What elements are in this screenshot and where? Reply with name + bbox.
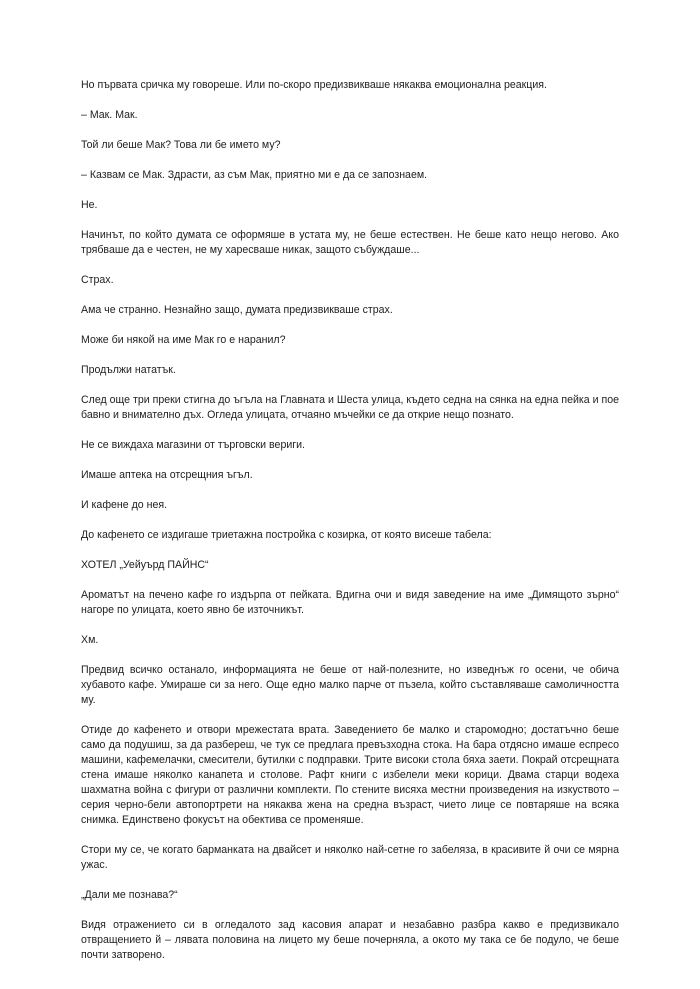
paragraph-12: Не се виждаха магазини от търговски вериги. — [81, 439, 305, 451]
paragraph-14: И кафене до нея. — [81, 499, 168, 511]
paragraph-22: „Дали ме познава?“ — [81, 889, 178, 901]
paragraph-18: Хм. — [81, 634, 99, 646]
paragraph-11: След още три преки стигна до ъгъла на Главната и Шеста улица, където седна на сянка на една пейка и пое бавно и внимателно дъх. Огледа улицата, отчаяно мъчейки се да открие нещо познато. — [81, 394, 619, 421]
paragraph-7: Страх. — [81, 274, 114, 286]
paragraph-1: Но първата сричка му говореше. Или по-скоро предизвикваше някаква емоционална реакция. — [81, 79, 547, 91]
paragraph-16: ХОТЕЛ „Уейуърд ПАЙНС“ — [81, 559, 209, 571]
paragraph-8: Ама че странно. Незнайно защо, думата предизвикваше страх. — [81, 304, 393, 316]
paragraph-9: Може би някой на име Мак го е наранил? — [81, 334, 286, 346]
paragraph-20: Отиде до кафенето и отвори мрежестата врата. Заведението бе малко и старомодно; достатъчно беше само да подушиш, за да разбереш, че тук се предлага превъзходна стока. На бара отдясно имаше еспресо машини, кафемелачки, смесители, бутилки с подправки. Трите високи стола бяха заети. Покрай отсрещната стена имаше няколко канапета и столове. Рафт книги с избелели меки корици. Двама старци водеха шахматна война с фигури от различни комплекти. По стените висяха местни произведения на изкуството – серия черно-бели автопортрети на някаква жена на средна възраст, чието лице се повтаряше на всяка снимка. Единствено фокусът на обектива се променяше. — [81, 724, 619, 826]
paragraph-15: До кафенето се издигаше триетажна постройка с козирка, от която висеше табела: — [81, 529, 492, 541]
paragraph-19: Предвид всичко останало, информацията не беше от най-полезните, но изведнъж го осени, че обича хубавото кафе. Умираше си за него. Още едно малко парче от пъзела, който съставляваше самоличността му. — [81, 664, 619, 706]
paragraph-4: – Казвам се Мак. Здрасти, аз съм Мак, приятно ми е да се запознаем. — [81, 169, 428, 181]
paragraph-17: Ароматът на печено кафе го издърпа от пейката. Вдигна очи и видя заведение на име „Димящото зърно“ нагоре по улицата, което явно бе източникът. — [81, 589, 619, 616]
paragraph-21: Стори му се, че когато барманката на двайсет и няколко най-сетне го забеляза, в красивите й очи се мярна ужас. — [81, 844, 619, 871]
paragraph-23: Видя отражението си в огледалото зад касовия апарат и незабавно разбра какво е предизвикало отвращението й – лявата половина на лицето му беше почерняла, а окото му така се бе подуло, че беше почти затворено. — [81, 919, 619, 961]
paragraph-3: Той ли беше Мак? Това ли бе името му? — [81, 139, 281, 151]
document-page — [81, 78, 619, 978]
paragraph-10: Продължи нататък. — [81, 364, 176, 376]
paragraph-2: – Мак. Мак. — [81, 109, 138, 121]
paragraph-6: Начинът, по който думата се оформяше в устата му, не беше естествен. Не беше като нещо негово. Ако трябваше да е честен, не му харесваше никак, защото събуждаше... — [81, 229, 619, 256]
paragraph-5: Не. — [81, 199, 98, 211]
paragraph-13: Имаше аптека на отсрещния ъгъл. — [81, 469, 253, 481]
